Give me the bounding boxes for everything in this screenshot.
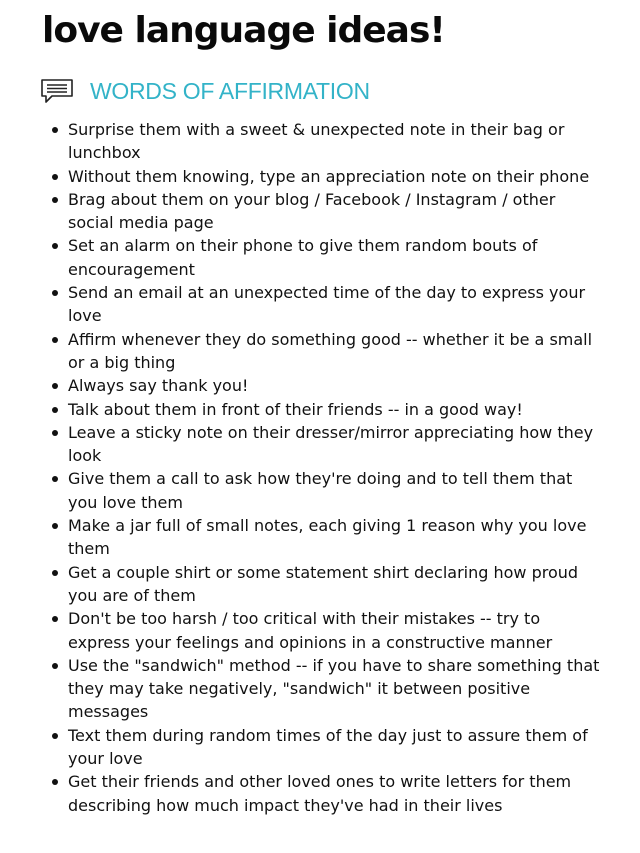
- bullet-icon: [52, 570, 58, 576]
- bullet-icon: [52, 127, 58, 133]
- bullet-icon: [52, 733, 58, 739]
- list-item-text: Send an email at an unexpected time of the day to express your love: [68, 283, 586, 326]
- list-item-text: Affirm whenever they do something good -- whether it be a small or a big thing: [68, 329, 593, 372]
- list-item: [0, 561, 640, 608]
- bullet-icon: [52, 197, 58, 203]
- bullet-icon: [52, 779, 58, 785]
- list-item: [0, 607, 640, 654]
- list-item: [0, 724, 640, 771]
- list-item: [0, 654, 640, 724]
- page-title: love language ideas!: [42, 10, 445, 51]
- list-item-text: Set an alarm on their phone to give them random bouts of encouragement: [68, 236, 538, 279]
- list-item-text: Use the "sandwich" method -- if you have to share something that they may take negatively, "sandwich" it between positive messages: [68, 655, 600, 722]
- list-item: [0, 328, 640, 375]
- list-item: [0, 514, 640, 561]
- section-title: WORDS OF AFFIRMATION: [90, 77, 370, 104]
- bullet-icon: [52, 476, 58, 482]
- list-item-text: Without them knowing, type an appreciation note on their phone: [68, 166, 590, 186]
- list-item: [0, 398, 640, 421]
- list-item-text: Make a jar full of small notes, each giving 1 reason why you love them: [68, 516, 587, 559]
- ideas-list: [0, 118, 640, 817]
- list-item-text: Brag about them on your blog / Facebook / Instagram / other social media page: [68, 189, 556, 233]
- list-item-text: Get their friends and other loved ones to write letters for them describing how much impact they've had in their lives: [68, 772, 572, 815]
- bullet-icon: [52, 430, 58, 436]
- section-header: [40, 74, 370, 108]
- list-item: [0, 467, 640, 514]
- bullet-icon: [52, 383, 58, 389]
- bullet-icon: [52, 663, 58, 669]
- bullet-icon: [52, 523, 58, 529]
- list-item: [0, 281, 640, 328]
- bullet-icon: [52, 243, 58, 249]
- bullet-icon: [52, 174, 58, 180]
- list-item-text: Give them a call to ask how they're doing and to tell them that you love them: [68, 469, 573, 512]
- list-item-text: Get a couple shirt or some statement shirt declaring how proud you are of them: [68, 562, 579, 605]
- list-item: [0, 118, 640, 165]
- list-item: [0, 234, 640, 281]
- bullet-icon: [52, 337, 58, 343]
- list-item-text: Talk about them in front of their friends -- in a good way!: [68, 399, 523, 419]
- list-item: [0, 165, 640, 188]
- list-item: [0, 421, 640, 468]
- chat-bubble-icon: [40, 78, 74, 104]
- list-item-text: Text them during random times of the day just to assure them of your love: [68, 725, 588, 769]
- list-item-text: Always say thank you!: [68, 376, 249, 396]
- list-item: [0, 770, 640, 817]
- list-item: [0, 188, 640, 235]
- list-item-text: Surprise them with a sweet & unexpected note in their bag or lunchbox: [68, 120, 565, 163]
- list-item-text: Leave a sticky note on their dresser/mirror appreciating how they look: [68, 422, 594, 466]
- list-item-text: Don't be too harsh / too critical with their mistakes -- try to express your feelings and opinions in a constructive manner: [68, 609, 553, 652]
- bullet-icon: [52, 290, 58, 296]
- bullet-icon: [52, 407, 58, 413]
- list-item: [0, 374, 640, 397]
- bullet-icon: [52, 616, 58, 622]
